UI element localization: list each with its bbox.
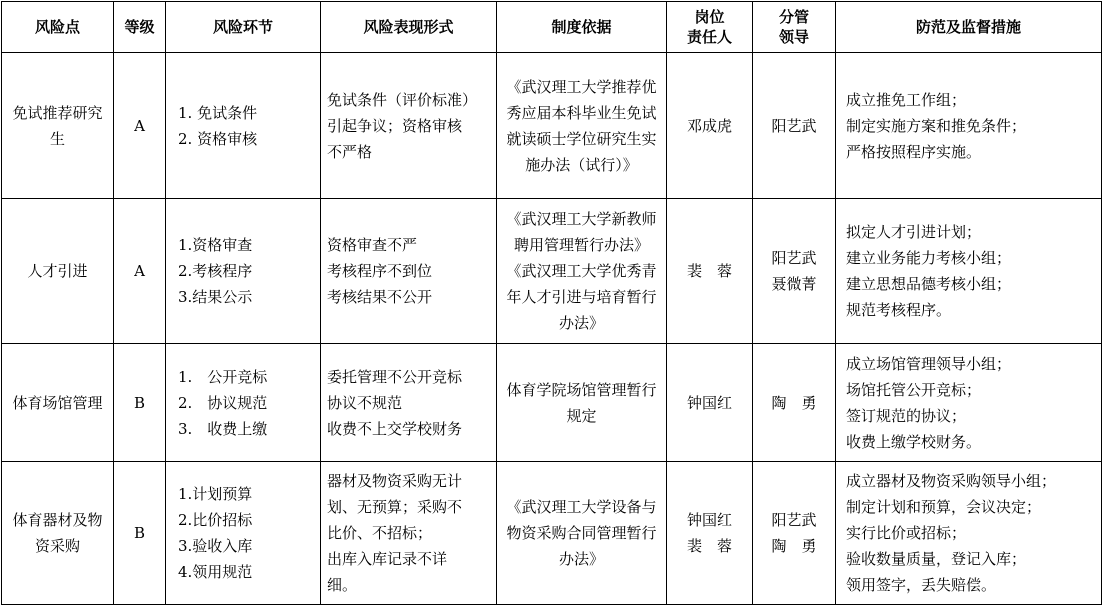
header-row xyxy=(2,2,1102,53)
header-risk-form: 风险表现形式 xyxy=(321,2,497,53)
measures-cell xyxy=(836,53,1102,199)
measure-item: 建立业务能力考核小组； xyxy=(846,249,1012,267)
leader-cell xyxy=(753,344,836,462)
form-line: 器材及物资采购无计 xyxy=(327,472,463,490)
risk-point-cell: 体育场馆管理 xyxy=(2,344,114,462)
leader-name: 聂微菁 xyxy=(771,275,817,293)
measures-cell xyxy=(836,344,1102,462)
level-cell: A xyxy=(114,199,166,344)
owner-cell xyxy=(667,344,753,462)
measure-item: 收费上缴学校财务。 xyxy=(846,432,982,451)
form-line: 细。 xyxy=(327,576,358,594)
header-owner: 岗位 责任人 xyxy=(667,2,753,53)
form-line: 比价、不招标； xyxy=(327,524,433,542)
header-basis: 制度依据 xyxy=(497,2,667,53)
basis-cell: 《武汉理工大学设备与物资采购合同管理暂行办法》 xyxy=(497,462,667,605)
header-risk-step: 风险环节 xyxy=(166,2,321,53)
table-row xyxy=(2,462,1102,605)
step-item: 3.结果公示 xyxy=(178,288,253,306)
form-line: 划、无预算；采购不 xyxy=(327,498,463,516)
form-line: 收费不上交学校财务 xyxy=(327,419,463,438)
forms-cell xyxy=(321,199,497,344)
form-line: 免试条件（评价标准） xyxy=(327,90,478,109)
risk-point-cell: 体育器材及物资采购 xyxy=(2,462,114,605)
step-item: 2. 协议规范 xyxy=(178,393,268,412)
form-line: 出库入库记录不详 xyxy=(327,550,448,568)
level-cell: B xyxy=(114,462,166,605)
leader-name: 陶 勇 xyxy=(771,393,817,412)
step-item: 1.计划预算 xyxy=(178,485,253,503)
step-item: 2. 资格审核 xyxy=(178,129,258,148)
steps-cell xyxy=(166,53,321,199)
measure-item: 实行比价或招标； xyxy=(846,524,967,542)
leader-name: 阳艺武 xyxy=(771,116,817,135)
measure-item: 签订规范的协议； xyxy=(846,406,967,425)
leader-cell xyxy=(753,462,836,605)
measure-item: 领用签字，丢失赔偿。 xyxy=(846,576,997,594)
form-line: 资格审查不严 xyxy=(327,236,418,254)
owner-name: 钟国红 xyxy=(686,393,732,412)
steps-cell xyxy=(166,462,321,605)
level-cell: B xyxy=(114,344,166,462)
table-row xyxy=(2,53,1102,199)
measure-item: 成立场馆管理领导小组； xyxy=(846,354,1012,373)
measure-item: 规范考核程序。 xyxy=(846,301,952,319)
step-item: 2.考核程序 xyxy=(178,262,253,280)
level-cell: A xyxy=(114,53,166,199)
leader-name: 阳艺武 xyxy=(771,249,817,267)
owner-cell xyxy=(667,53,753,199)
risk-control-table xyxy=(1,1,1102,605)
form-line: 引起争议；资格审核 xyxy=(327,116,463,135)
header-risk-point: 风险点 xyxy=(2,2,114,53)
form-line: 委托管理不公开竞标 xyxy=(327,367,463,386)
measure-item: 成立器材及物资采购领导小组； xyxy=(846,472,1057,490)
owner-name: 裴 蓉 xyxy=(686,262,732,280)
basis-cell: 体育学院场馆管理暂行规定 xyxy=(497,344,667,462)
owner-name: 钟国红 xyxy=(686,511,732,529)
leader-cell xyxy=(753,53,836,199)
risk-point-cell: 免试推荐研究生 xyxy=(2,53,114,199)
step-item: 3. 收费上缴 xyxy=(178,419,268,438)
form-line: 考核结果不公开 xyxy=(327,288,433,306)
risk-point-cell: 人才引进 xyxy=(2,199,114,344)
table-row xyxy=(2,199,1102,344)
forms-cell xyxy=(321,462,497,605)
leader-name: 陶 勇 xyxy=(771,537,817,555)
leader-cell xyxy=(753,199,836,344)
step-item: 1.资格审查 xyxy=(178,236,253,254)
measures-cell xyxy=(836,199,1102,344)
basis-cell: 《武汉理工大学推荐优秀应届本科毕业生免试就读硕士学位研究生实施办法（试行）》 xyxy=(497,53,667,199)
step-item: 1. 免试条件 xyxy=(178,103,258,122)
measure-item: 场馆托管公开竞标； xyxy=(846,380,982,399)
forms-cell xyxy=(321,344,497,462)
measure-item: 成立推免工作组； xyxy=(846,90,967,109)
form-line: 考核程序不到位 xyxy=(327,262,433,280)
owner-cell xyxy=(667,199,753,344)
steps-cell xyxy=(166,199,321,344)
owner-name: 裴 蓉 xyxy=(686,537,732,555)
header-measures: 防范及监督措施 xyxy=(836,2,1102,53)
owner-cell xyxy=(667,462,753,605)
steps-cell xyxy=(166,344,321,462)
forms-cell xyxy=(321,53,497,199)
leader-name: 阳艺武 xyxy=(771,511,817,529)
measure-item: 制定计划和预算，会议决定； xyxy=(846,498,1042,516)
measure-item: 拟定人才引进计划； xyxy=(846,223,982,241)
step-item: 3.验收入库 xyxy=(178,537,253,555)
measures-cell xyxy=(836,462,1102,605)
header-leader: 分管 领导 xyxy=(753,2,836,53)
form-line: 不严格 xyxy=(327,142,373,161)
step-item: 4.领用规范 xyxy=(178,563,253,581)
measure-item: 验收数量质量，登记入库； xyxy=(846,550,1027,568)
measure-item: 严格按照程序实施。 xyxy=(846,142,982,161)
measure-item: 建立思想品德考核小组； xyxy=(846,275,1012,293)
owner-name: 邓成虎 xyxy=(686,116,732,135)
header-level: 等级 xyxy=(114,2,166,53)
table-row xyxy=(2,344,1102,462)
form-line: 协议不规范 xyxy=(327,393,403,412)
basis-cell: 《武汉理工大学新教师聘用管理暂行办法》《武汉理工大学优秀青年人才引进与培育暂行办法》 xyxy=(497,199,667,344)
measure-item: 制定实施方案和推免条件； xyxy=(846,116,1027,135)
step-item: 2.比价招标 xyxy=(178,511,253,529)
step-item: 1. 公开竞标 xyxy=(178,367,268,386)
